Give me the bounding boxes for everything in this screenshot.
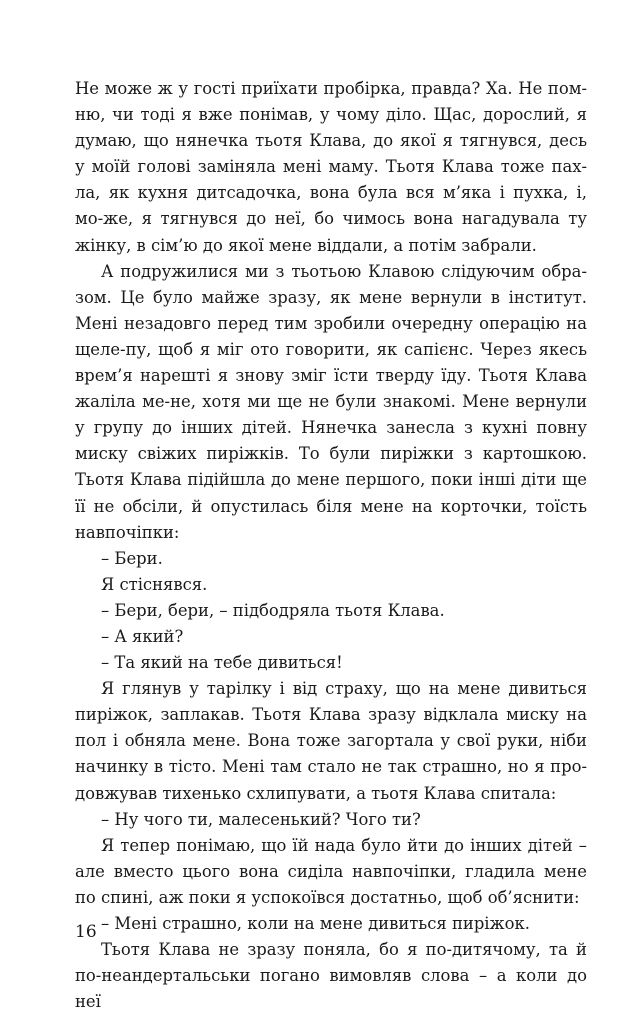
dialogue-line: – Мені страшно, коли на мене дивиться пиріжок.: [101, 914, 530, 933]
dialogue-line: – Бери, бери, – підбодряла тьотя Клава.: [101, 600, 445, 620]
page-number: 16: [75, 922, 97, 942]
paragraph: Я тепер понімаю, що їй нада було йти до інших дітей – але вместо цього вона сиділа навпочіпки, гладила мене по спині, аж поки я успокоївся достатньо, щоб об’яснити:: [75, 835, 587, 907]
paragraph: Я глянув у тарілку і від страху, що на мене дивиться пиріжок, заплакав. Тьотя Клава зразу відклала миску на пол і обняла мене. Вона тоже загортала у свої руки, ніби начинку в тісто. Мені там стало не так страшно, но я про-довжував тихенько схлипувати, а тьотя Клава спитала:: [75, 679, 587, 803]
dialogue-line: – Та який на тебе дивиться!: [101, 653, 343, 673]
paragraph: Не може ж у гості приїхати пробірка, правда? Ха. Не пом-ню, чи тоді я вже понімав, у чому діло. Щас, дорослий, я думаю, що нянечка тьотя Клава, до якої я тягнувся, десь у моїй голові заміняла мені маму. Тьотя Клава тоже пах-ла, як кухня дитсадочка, вона була вся м’яка і пухка, і, мо-же, я тягнувся до неї, бо чимось вона нагадувала ту жінку, в сім’ю до якої мене віддали, а потім забрали.: [75, 79, 587, 255]
dialogue-line: – А який?: [101, 626, 184, 646]
page-body: [75, 76, 587, 1015]
paragraph: Тьотя Клава не зразу поняла, бо я по-дитячому, та й по-неандертальськи погано вимовляв слова – а коли до неї: [75, 940, 587, 1012]
paragraph: А подружилися ми з тьотьою Клавою слідуючим обра-зом. Це було майже зразу, як мене вернули в інститут. Мені незадовго перед тим зробили очередну операцію на щеле-пу, щоб я міг ото говорити, як сапієнс. Через якесь врем’я нарешті я знову зміг їсти тверду їду. Тьотя Клава жаліла ме-не, хотя ми ще не були знакомі. Мене вернули у групу до інших дітей. Нянечка занесла з кухні повну миску свіжих пиріжків. То були пиріжки з картошкою. Тьотя Клава підійшла до мене першого, поки інші діти ще її не обсіли, й опустилась біля мене на корточки, тоїсть навпочіпки:: [75, 261, 587, 542]
dialogue-line: – Бери.: [101, 548, 163, 568]
paragraph: Я стіснявся.: [101, 574, 208, 594]
dialogue-line: – Ну чого ти, малесенький? Чого ти?: [101, 809, 421, 829]
